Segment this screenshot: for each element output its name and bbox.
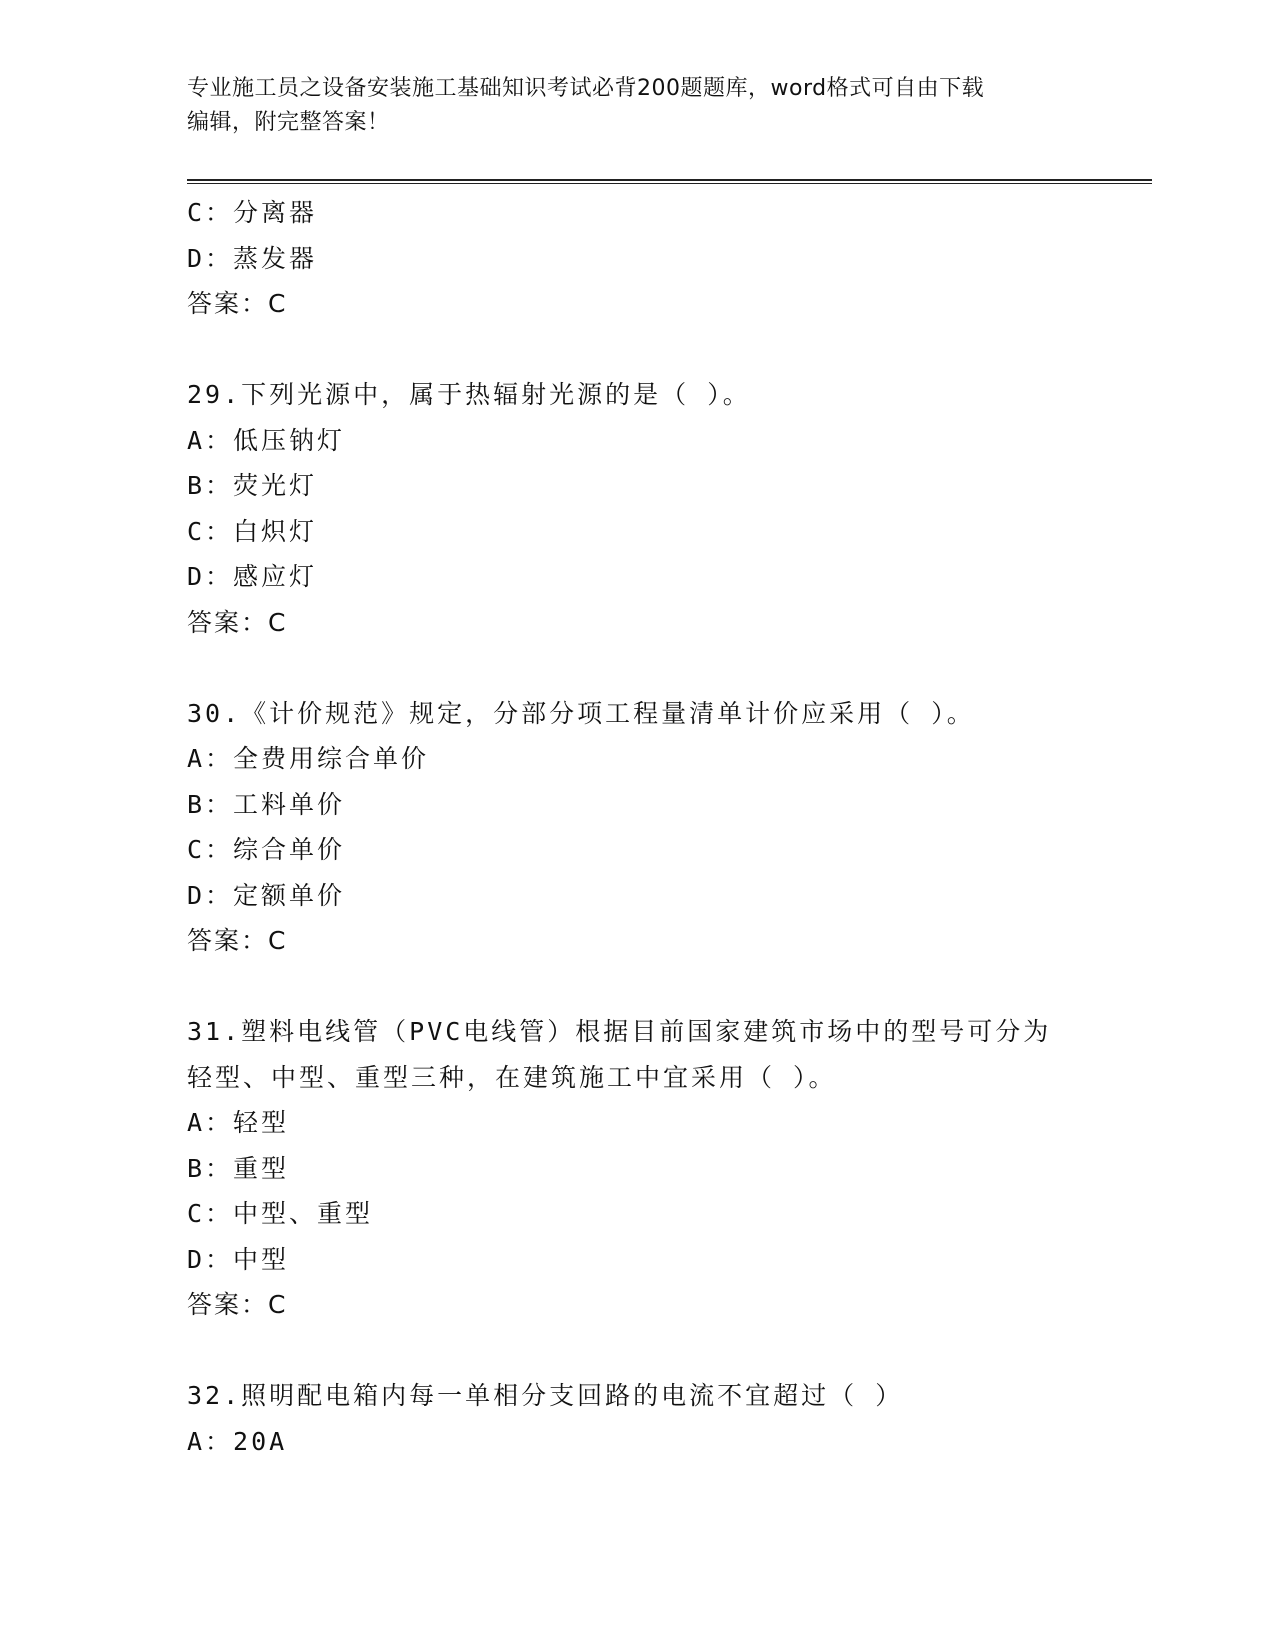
header-divider-thick [187,179,1152,181]
option-d: D：定额单价 [187,880,346,910]
header-line-1: 专业施工员之设备安装施工基础知识考试必背200题题库，word格式可自由下载 [187,76,985,101]
option-d: D：中型 [187,1244,290,1274]
option-c: C：综合单价 [187,835,346,864]
option-d: D：蒸发器 [187,243,318,273]
option-a: A：轻型 [187,1108,290,1137]
option-c: C：中型、重型 [187,1199,374,1228]
question-30 [187,691,1152,964]
header-line-2: 编辑，附完整答案！ [187,110,390,135]
answer: 答案：C [187,926,288,955]
option-a: A：低压钠灯 [187,425,346,455]
option-c: C：白炽灯 [187,516,318,546]
question-29 [187,372,1152,645]
option-a: A：20A [187,1426,288,1456]
question-28-continued [187,190,1152,327]
question-31 [187,1009,1152,1328]
answer: 答案：C [187,289,288,318]
option-b: B：荧光灯 [187,471,318,500]
header-divider-thin [187,183,1152,184]
option-c: C：分离器 [187,198,318,227]
option-b: B：重型 [187,1153,290,1183]
question-32 [187,1373,1152,1464]
question-stem-line-1: 31.塑料电线管（PVC电线管）根据目前国家建筑市场中的型号可分为 [187,1017,1052,1046]
question-list [187,190,1152,1464]
option-d: D：感应灯 [187,562,318,591]
option-b: B：工料单价 [187,789,346,819]
document-header [187,72,1087,140]
question-stem: 29.下列光源中，属于热辐射光源的是（ ）。 [187,380,751,409]
question-stem: 32.照明配电箱内每一单相分支回路的电流不宜超过（ ） [187,1381,904,1410]
question-stem: 30.《计价规范》规定，分部分项工程量清单计价应采用（ ）。 [187,698,975,728]
question-stem-line-2: 轻型、中型、重型三种，在建筑施工中宜采用（ ）。 [187,1062,837,1092]
option-a: A：全费用综合单价 [187,744,430,773]
answer: 答案：C [187,607,288,637]
answer: 答案：C [187,1290,288,1319]
